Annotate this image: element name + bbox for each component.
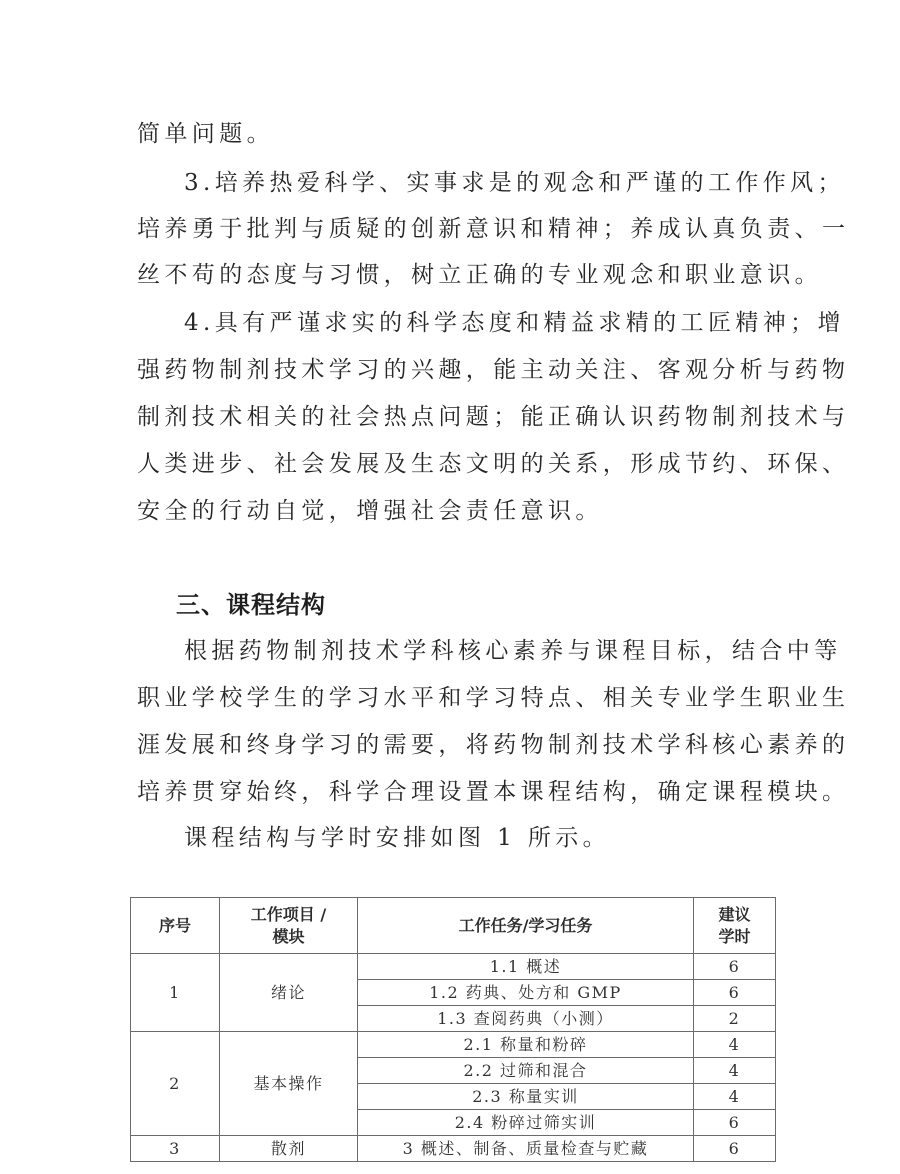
paragraph-line: 制剂技术相关的社会热点问题；能正确认识药物制剂技术与 xyxy=(137,404,850,430)
paragraph-line: 强药物制剂技术学习的兴趣，能主动关注、客观分析与药物 xyxy=(137,357,850,383)
section-heading: 三、课程结构 xyxy=(176,591,326,619)
cell-hours: 4 xyxy=(694,1084,776,1110)
cell-task: 1.3 查阅药典（小测） xyxy=(358,1006,694,1032)
cell-task: 2.3 称量实训 xyxy=(358,1084,694,1110)
cell-no: 3 xyxy=(131,1136,220,1162)
paragraph-line: 安全的行动自觉，增强社会责任意识。 xyxy=(137,498,603,524)
cell-hours: 6 xyxy=(694,954,776,980)
cell-hours: 4 xyxy=(694,1032,776,1058)
cell-hours: 2 xyxy=(694,1006,776,1032)
header-module-line1: 工作项目 / xyxy=(250,904,327,924)
paragraph-line: 丝不苟的态度与习惯，树立正确的专业观念和职业意识。 xyxy=(137,262,822,288)
paragraph-line: 职业学校学生的学习水平和学习特点、相关专业学生职业生 xyxy=(137,685,850,711)
paragraph-line: 课程结构与学时安排如图 1 所示。 xyxy=(184,825,611,851)
cell-no: 1 xyxy=(131,954,220,1032)
paragraph-line: 根据药物制剂技术学科核心素养与课程目标，结合中等 xyxy=(184,638,842,664)
paragraph-line: 涯发展和终身学习的需要，将药物制剂技术学科核心素养的 xyxy=(137,732,850,758)
table-row xyxy=(131,1136,776,1162)
cell-hours: 4 xyxy=(694,1058,776,1084)
paragraph-line: 3.培养热爱科学、实事求是的观念和严谨的工作作风； xyxy=(184,170,845,196)
cell-task: 2.1 称量和粉碎 xyxy=(358,1032,694,1058)
header-hours-line1: 建议 xyxy=(718,904,751,924)
paragraph-line: 培养勇于批判与质疑的创新意识和精神；养成认真负责、一 xyxy=(137,216,850,242)
cell-module: 绪论 xyxy=(220,954,358,1032)
header-hours-line2: 学时 xyxy=(718,926,751,946)
paragraph-line: 人类进步、社会发展及生态文明的关系，形成节约、环保、 xyxy=(137,451,850,477)
cell-task: 1.1 概述 xyxy=(358,954,694,980)
cell-module: 基本操作 xyxy=(220,1032,358,1136)
paragraph-line: 培养贯穿始终，科学合理设置本课程结构，确定课程模块。 xyxy=(137,779,850,805)
table-row xyxy=(131,954,776,980)
table-row xyxy=(131,1032,776,1058)
cell-task: 1.2 药典、处方和 GMP xyxy=(358,980,694,1006)
header-module xyxy=(220,898,358,954)
cell-no: 2 xyxy=(131,1032,220,1136)
header-module-line2: 模块 xyxy=(272,926,305,946)
cell-task: 3 概述、制备、质量检查与贮藏 xyxy=(358,1136,694,1162)
cell-hours: 6 xyxy=(694,1136,776,1162)
table-header-row xyxy=(131,898,776,954)
header-hours xyxy=(694,898,776,954)
cell-task: 2.4 粉碎过筛实训 xyxy=(358,1110,694,1136)
course-structure-table xyxy=(130,897,776,1162)
header-task: 工作任务/学习任务 xyxy=(358,898,694,954)
cell-hours: 6 xyxy=(694,1110,776,1136)
cell-task: 2.2 过筛和混合 xyxy=(358,1058,694,1084)
header-no: 序号 xyxy=(131,898,220,954)
cell-module: 散剂 xyxy=(220,1136,358,1162)
paragraph-line: 简单问题。 xyxy=(137,121,274,147)
paragraph-line: 4.具有严谨求实的科学态度和精益求精的工匠精神；增 xyxy=(184,310,845,336)
cell-hours: 6 xyxy=(694,980,776,1006)
